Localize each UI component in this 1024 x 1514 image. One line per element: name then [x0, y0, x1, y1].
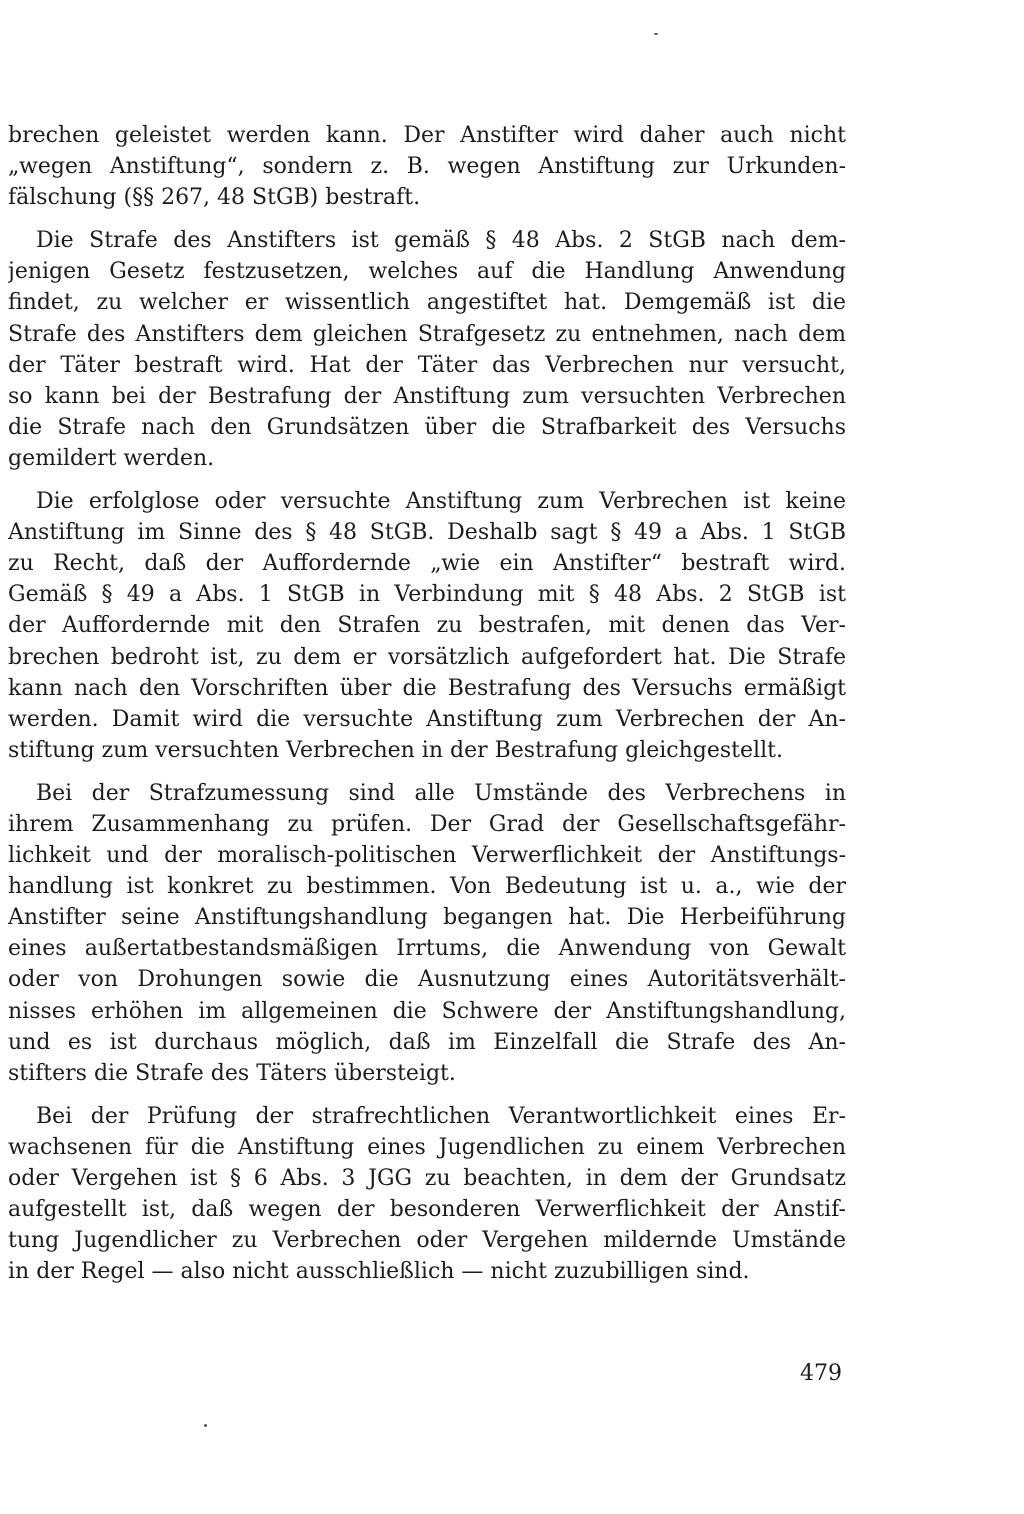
text-line: fälschung (§§ 267, 48 StGB) bestraft. — [8, 185, 421, 211]
text-line: oder von Drohungen sowie die Ausnutzung eines Autoritätsverhält- — [8, 967, 846, 993]
text-line: Die Strafe des Anstifters ist gemäß § 48 Abs. 2 StGB nach dem- — [36, 228, 846, 254]
text-line: stiftung zum versuchten Verbrechen in der Bestrafung gleichgestellt. — [8, 737, 783, 763]
text-line: die Strafe nach den Grundsätzen über die Strafbarkeit des Versuchs — [8, 414, 846, 440]
text-line: so kann bei der Bestrafung der Anstiftung zum versuchten Verbrechen — [8, 383, 846, 409]
text-line: tung Jugendlicher zu Verbrechen oder Vergehen mildernde Umstände — [8, 1228, 846, 1254]
text-line: Anstifter seine Anstiftungshandlung begangen hat. Die Herbeiführung — [8, 905, 846, 931]
text-line: Strafe des Anstifters dem gleichen Strafgesetz zu entnehmen, nach dem — [8, 321, 846, 347]
text-line: lichkeit und der moralisch-politischen Verwerflichkeit der Anstiftungs- — [8, 843, 846, 869]
text-line: wachsenen für die Anstiftung eines Jugendlichen zu einem Verbrechen — [8, 1134, 846, 1160]
text-line: stifters die Strafe des Täters übersteigt. — [8, 1060, 456, 1086]
text-line: brechen bedroht ist, zu dem er vorsätzlich aufgefordert hat. Die Strafe — [8, 644, 846, 670]
text-line: findet, zu welcher er wissentlich angestiftet hat. Demgemäß ist die — [8, 290, 846, 316]
text-line: nisses erhöhen im allgemeinen die Schwere der Anstiftungshandlung, — [8, 998, 846, 1024]
text-line: Gemäß § 49 a Abs. 1 StGB in Verbindung mit § 48 Abs. 2 StGB ist — [8, 582, 846, 608]
text-line: brechen geleistet werden kann. Der Anstifter wird daher auch nicht — [8, 123, 846, 148]
paragraph — [8, 120, 846, 213]
body-text — [8, 120, 846, 1299]
page-number: 479 — [800, 1361, 842, 1386]
text-line: kann nach den Vorschriften über die Bestrafung des Versuchs ermäßigt — [8, 675, 846, 701]
text-line: der Auffordernde mit den Strafen zu bestrafen, mit denen das Ver- — [8, 613, 846, 639]
text-line: und es ist durchaus möglich, daß im Einzelfall die Strafe des An- — [8, 1029, 846, 1055]
paragraph — [8, 225, 846, 474]
text-line: oder Vergehen ist § 6 Abs. 3 JGG zu beachten, in dem der Grundsatz — [8, 1166, 846, 1191]
scan-speck-top — [654, 33, 658, 35]
paragraph — [8, 486, 846, 766]
text-line: Bei der Prüfung der strafrechtlichen Verantwortlichkeit eines Er- — [36, 1103, 846, 1129]
text-line: in der Regel — also nicht ausschließlich — nicht zuzubilligen sind. — [8, 1259, 750, 1285]
text-line: gemildert werden. — [8, 445, 215, 471]
text-line: zu Recht, daß der Auffordernde „wie ein Anstifter“ bestraft wird. — [8, 551, 846, 577]
text-line: der Täter bestraft wird. Hat der Täter das Verbrechen nur versucht, — [8, 352, 846, 378]
scan-speck-bottom — [204, 1424, 207, 1427]
paragraph — [8, 1101, 846, 1288]
paragraph — [8, 778, 846, 1089]
text-line: werden. Damit wird die versuchte Anstiftung zum Verbrechen der An- — [8, 706, 846, 732]
text-line: eines außertatbestandsmäßigen Irrtums, die Anwendung von Gewalt — [8, 936, 846, 962]
text-line: aufgestellt ist, daß wegen der besonderen Verwerflichkeit der Anstif- — [8, 1197, 846, 1223]
text-line: ihrem Zusammenhang zu prüfen. Der Grad der Gesellschaftsgefähr- — [8, 811, 846, 837]
text-line: Anstiftung im Sinne des § 48 StGB. Deshalb sagt § 49 a Abs. 1 StGB — [8, 520, 846, 546]
text-line: handlung ist konkret zu bestimmen. Von Bedeutung ist u. a., wie der — [8, 874, 846, 900]
text-line: Bei der Strafzumessung sind alle Umstände des Verbrechens in — [36, 780, 846, 806]
text-line: „wegen Anstiftung“, sondern z. B. wegen Anstiftung zur Urkunden- — [8, 154, 846, 180]
text-line: Die erfolglose oder versuchte Anstiftung zum Verbrechen ist keine — [36, 489, 846, 515]
text-line: jenigen Gesetz festzusetzen, welches auf die Handlung Anwendung — [8, 259, 846, 285]
